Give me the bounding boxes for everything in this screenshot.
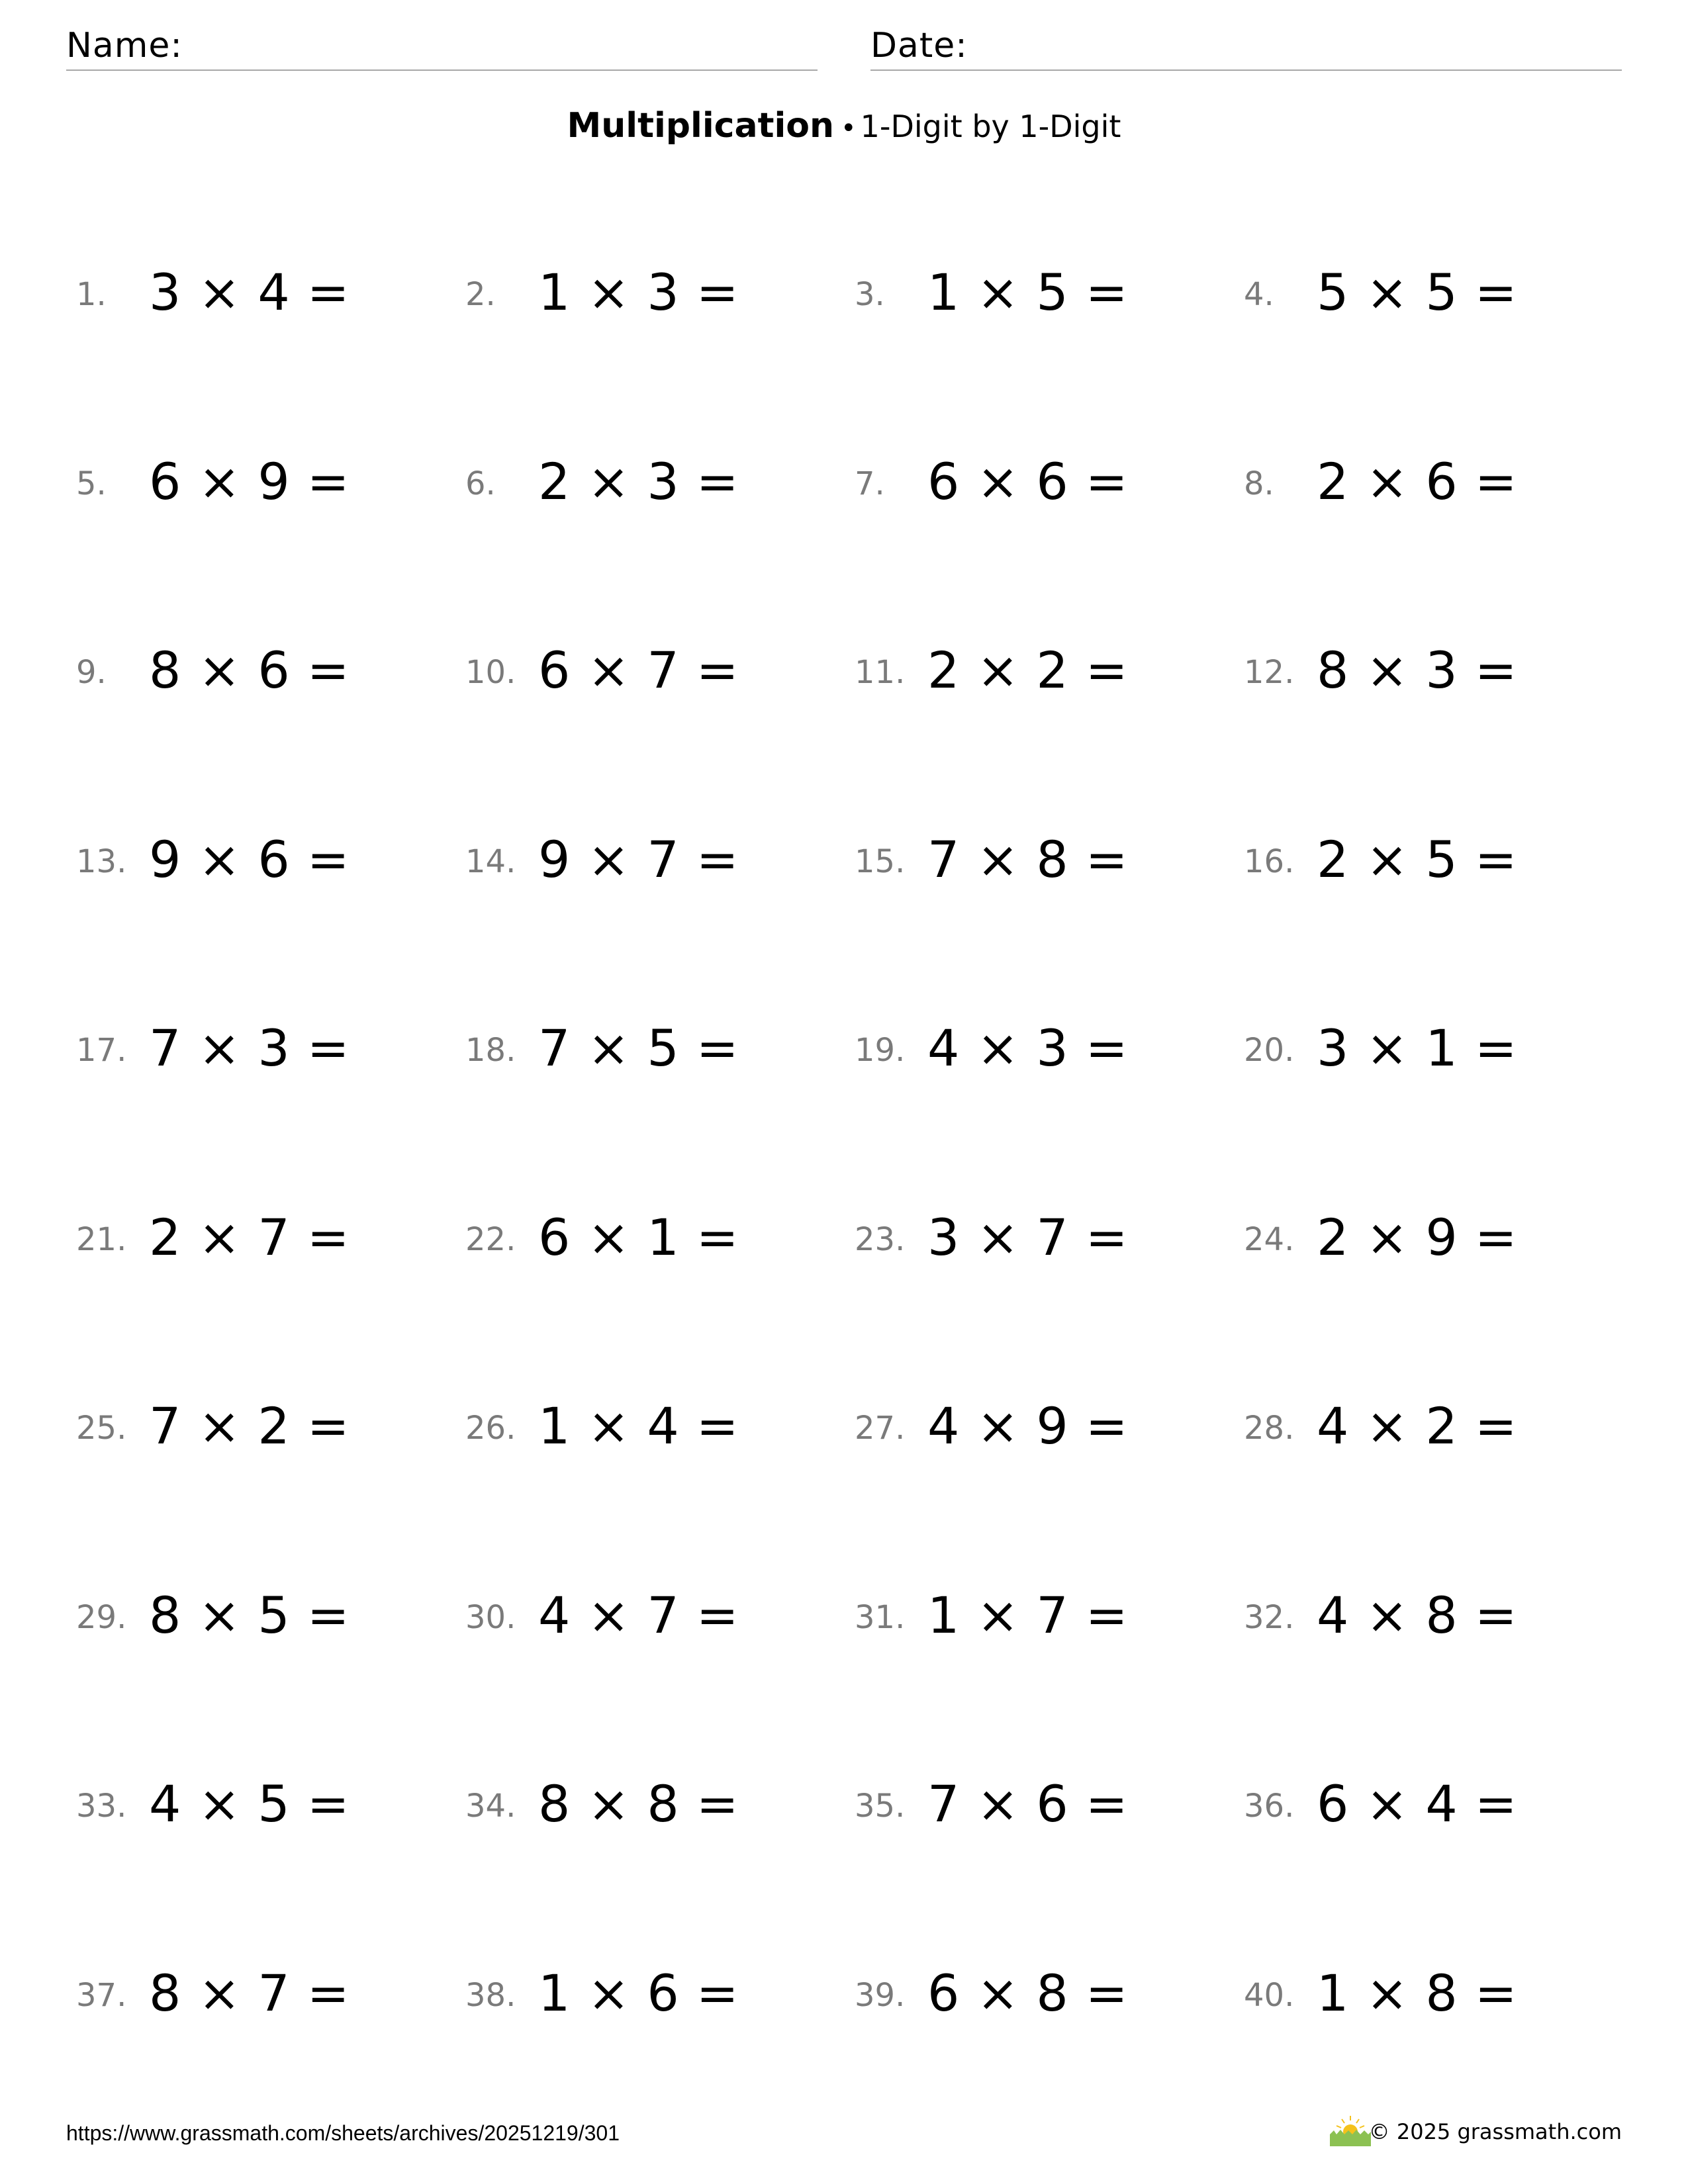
title-subtitle: 1-Digit by 1-Digit: [860, 109, 1121, 144]
date-field[interactable]: [870, 23, 1622, 71]
problem-expression: 4 × 2 =: [1317, 1396, 1518, 1455]
problem-expression: 8 × 7 =: [149, 1963, 350, 2023]
problem-number: 40.: [1244, 1976, 1295, 2014]
problem-expression: 8 × 3 =: [1317, 641, 1518, 700]
problem-item: [1244, 1200, 1625, 1266]
problem-item: [465, 1388, 855, 1455]
problem-item: [855, 444, 1244, 510]
problem-expression: 3 × 7 =: [927, 1207, 1129, 1267]
problem-expression: 2 × 9 =: [1317, 1207, 1518, 1267]
problem-number: 21.: [76, 1220, 127, 1258]
problem-number: 6.: [465, 465, 496, 502]
problem-expression: 6 × 6 =: [927, 451, 1129, 511]
problem-expression: 6 × 7 =: [538, 641, 739, 700]
problem-item: [465, 1956, 855, 2022]
problem-number: 33.: [76, 1788, 127, 1825]
problem-item: [76, 1766, 465, 1833]
problem-item: [1244, 633, 1625, 699]
problem-expression: 1 × 8 =: [1317, 1963, 1518, 2023]
sun-grass-logo-icon: [1327, 2115, 1374, 2148]
problem-number: 24.: [1244, 1220, 1295, 1258]
problem-expression: 2 × 3 =: [538, 451, 739, 511]
problem-item: [76, 633, 465, 699]
problem-number: 15.: [855, 842, 906, 880]
problem-item: [855, 255, 1244, 321]
problem-item: [1244, 1956, 1625, 2022]
problem-item: [465, 633, 855, 699]
problem-number: 35.: [855, 1788, 906, 1825]
problem-item: [855, 1200, 1244, 1266]
problem-expression: 8 × 6 =: [149, 641, 350, 700]
problem-item: [855, 1766, 1244, 1833]
problem-number: 28.: [1244, 1410, 1295, 1447]
problem-expression: 7 × 2 =: [149, 1396, 350, 1455]
problem-number: 27.: [855, 1410, 906, 1447]
problem-expression: 4 × 9 =: [927, 1396, 1129, 1455]
problem-expression: 2 × 2 =: [927, 641, 1129, 700]
problem-number: 38.: [465, 1976, 516, 2014]
problem-item: [1244, 255, 1625, 321]
problem-item: [465, 1578, 855, 1644]
problem-number: 17.: [76, 1032, 127, 1069]
problem-item: [855, 1956, 1244, 2022]
problem-number: 23.: [855, 1220, 906, 1258]
problem-expression: 6 × 8 =: [927, 1963, 1129, 2023]
name-field[interactable]: [66, 23, 818, 71]
problem-number: 13.: [76, 842, 127, 880]
problem-expression: 7 × 8 =: [927, 829, 1129, 889]
problem-item: [1244, 822, 1625, 888]
problem-expression: 7 × 5 =: [538, 1019, 739, 1077]
problem-item: [76, 1578, 465, 1644]
worksheet-title: [0, 106, 1688, 148]
problem-number: 3.: [855, 276, 885, 313]
problem-item: [76, 444, 465, 510]
problem-expression: 5 × 5 =: [1317, 263, 1518, 322]
footer-copyright: © 2025 grassmath.com: [1368, 2119, 1622, 2144]
title-main: Multiplication: [567, 106, 835, 146]
problem-item: [855, 1011, 1244, 1077]
problem-expression: 1 × 4 =: [538, 1396, 739, 1455]
problem-item: [76, 255, 465, 321]
problem-number: 11.: [855, 654, 906, 691]
footer-url[interactable]: https://www.grassmath.com/sheets/archives/20251219/301: [66, 2121, 620, 2145]
problem-number: 20.: [1244, 1032, 1295, 1069]
problem-number: 18.: [465, 1032, 516, 1069]
problem-expression: 1 × 6 =: [538, 1963, 739, 2023]
problem-item: [1244, 1388, 1625, 1455]
footer: [66, 2115, 1622, 2154]
problem-number: 22.: [465, 1220, 516, 1258]
problem-item: [465, 444, 855, 510]
problem-item: [465, 255, 855, 321]
problem-expression: 4 × 3 =: [927, 1019, 1129, 1077]
problem-item: [855, 633, 1244, 699]
problem-number: 31.: [855, 1598, 906, 1636]
header: [66, 23, 1622, 69]
problem-number: 9.: [76, 654, 107, 691]
problem-expression: 4 × 5 =: [149, 1774, 350, 1833]
title-separator: •: [841, 113, 857, 144]
problem-expression: 1 × 5 =: [927, 263, 1129, 322]
problem-expression: 2 × 5 =: [1317, 829, 1518, 889]
problem-expression: 7 × 3 =: [149, 1019, 350, 1077]
problem-number: 36.: [1244, 1788, 1295, 1825]
problem-number: 12.: [1244, 654, 1295, 691]
problem-number: 32.: [1244, 1598, 1295, 1636]
problem-expression: 8 × 8 =: [538, 1774, 739, 1833]
problem-number: 8.: [1244, 465, 1274, 502]
problem-item: [465, 1011, 855, 1077]
problem-item: [855, 822, 1244, 888]
problem-grid: [76, 255, 1625, 2144]
problem-number: 7.: [855, 465, 885, 502]
problem-number: 29.: [76, 1598, 127, 1636]
problem-expression: 3 × 1 =: [1317, 1019, 1518, 1077]
problem-item: [76, 1388, 465, 1455]
problem-number: 39.: [855, 1976, 906, 2014]
problem-expression: 3 × 4 =: [149, 263, 350, 322]
problem-number: 10.: [465, 654, 516, 691]
problem-number: 34.: [465, 1788, 516, 1825]
name-label: Name:: [66, 26, 183, 66]
problem-number: 1.: [76, 276, 107, 313]
problem-item: [465, 1200, 855, 1266]
problem-item: [1244, 1011, 1625, 1077]
problem-number: 19.: [855, 1032, 906, 1069]
problem-number: 37.: [76, 1976, 127, 2014]
problem-item: [855, 1578, 1244, 1644]
problem-item: [465, 1766, 855, 1833]
problem-item: [1244, 444, 1625, 510]
problem-item: [1244, 1578, 1625, 1644]
problem-item: [855, 1388, 1244, 1455]
problem-expression: 6 × 4 =: [1317, 1774, 1518, 1833]
date-label: Date:: [870, 26, 968, 66]
problem-item: [76, 1956, 465, 2022]
problem-expression: 7 × 6 =: [927, 1774, 1129, 1833]
problem-item: [465, 822, 855, 888]
problem-expression: 9 × 7 =: [538, 829, 739, 889]
problem-item: [76, 822, 465, 888]
problem-item: [76, 1011, 465, 1077]
problem-number: 25.: [76, 1410, 127, 1447]
problem-number: 14.: [465, 842, 516, 880]
problem-number: 30.: [465, 1598, 516, 1636]
problem-expression: 8 × 5 =: [149, 1585, 350, 1645]
problem-expression: 6 × 1 =: [538, 1207, 739, 1267]
problem-expression: 6 × 9 =: [149, 451, 350, 511]
problem-expression: 2 × 7 =: [149, 1207, 350, 1267]
problem-expression: 1 × 7 =: [927, 1585, 1129, 1645]
problem-number: 5.: [76, 465, 107, 502]
problem-number: 4.: [1244, 276, 1274, 313]
problem-expression: 2 × 6 =: [1317, 451, 1518, 511]
problem-expression: 9 × 6 =: [149, 829, 350, 889]
problem-expression: 1 × 3 =: [538, 263, 739, 322]
problem-item: [76, 1200, 465, 1266]
problem-number: 2.: [465, 276, 496, 313]
problem-expression: 4 × 7 =: [538, 1585, 739, 1645]
problem-number: 16.: [1244, 842, 1295, 880]
problem-item: [1244, 1766, 1625, 1833]
problem-expression: 4 × 8 =: [1317, 1585, 1518, 1645]
problem-number: 26.: [465, 1410, 516, 1447]
